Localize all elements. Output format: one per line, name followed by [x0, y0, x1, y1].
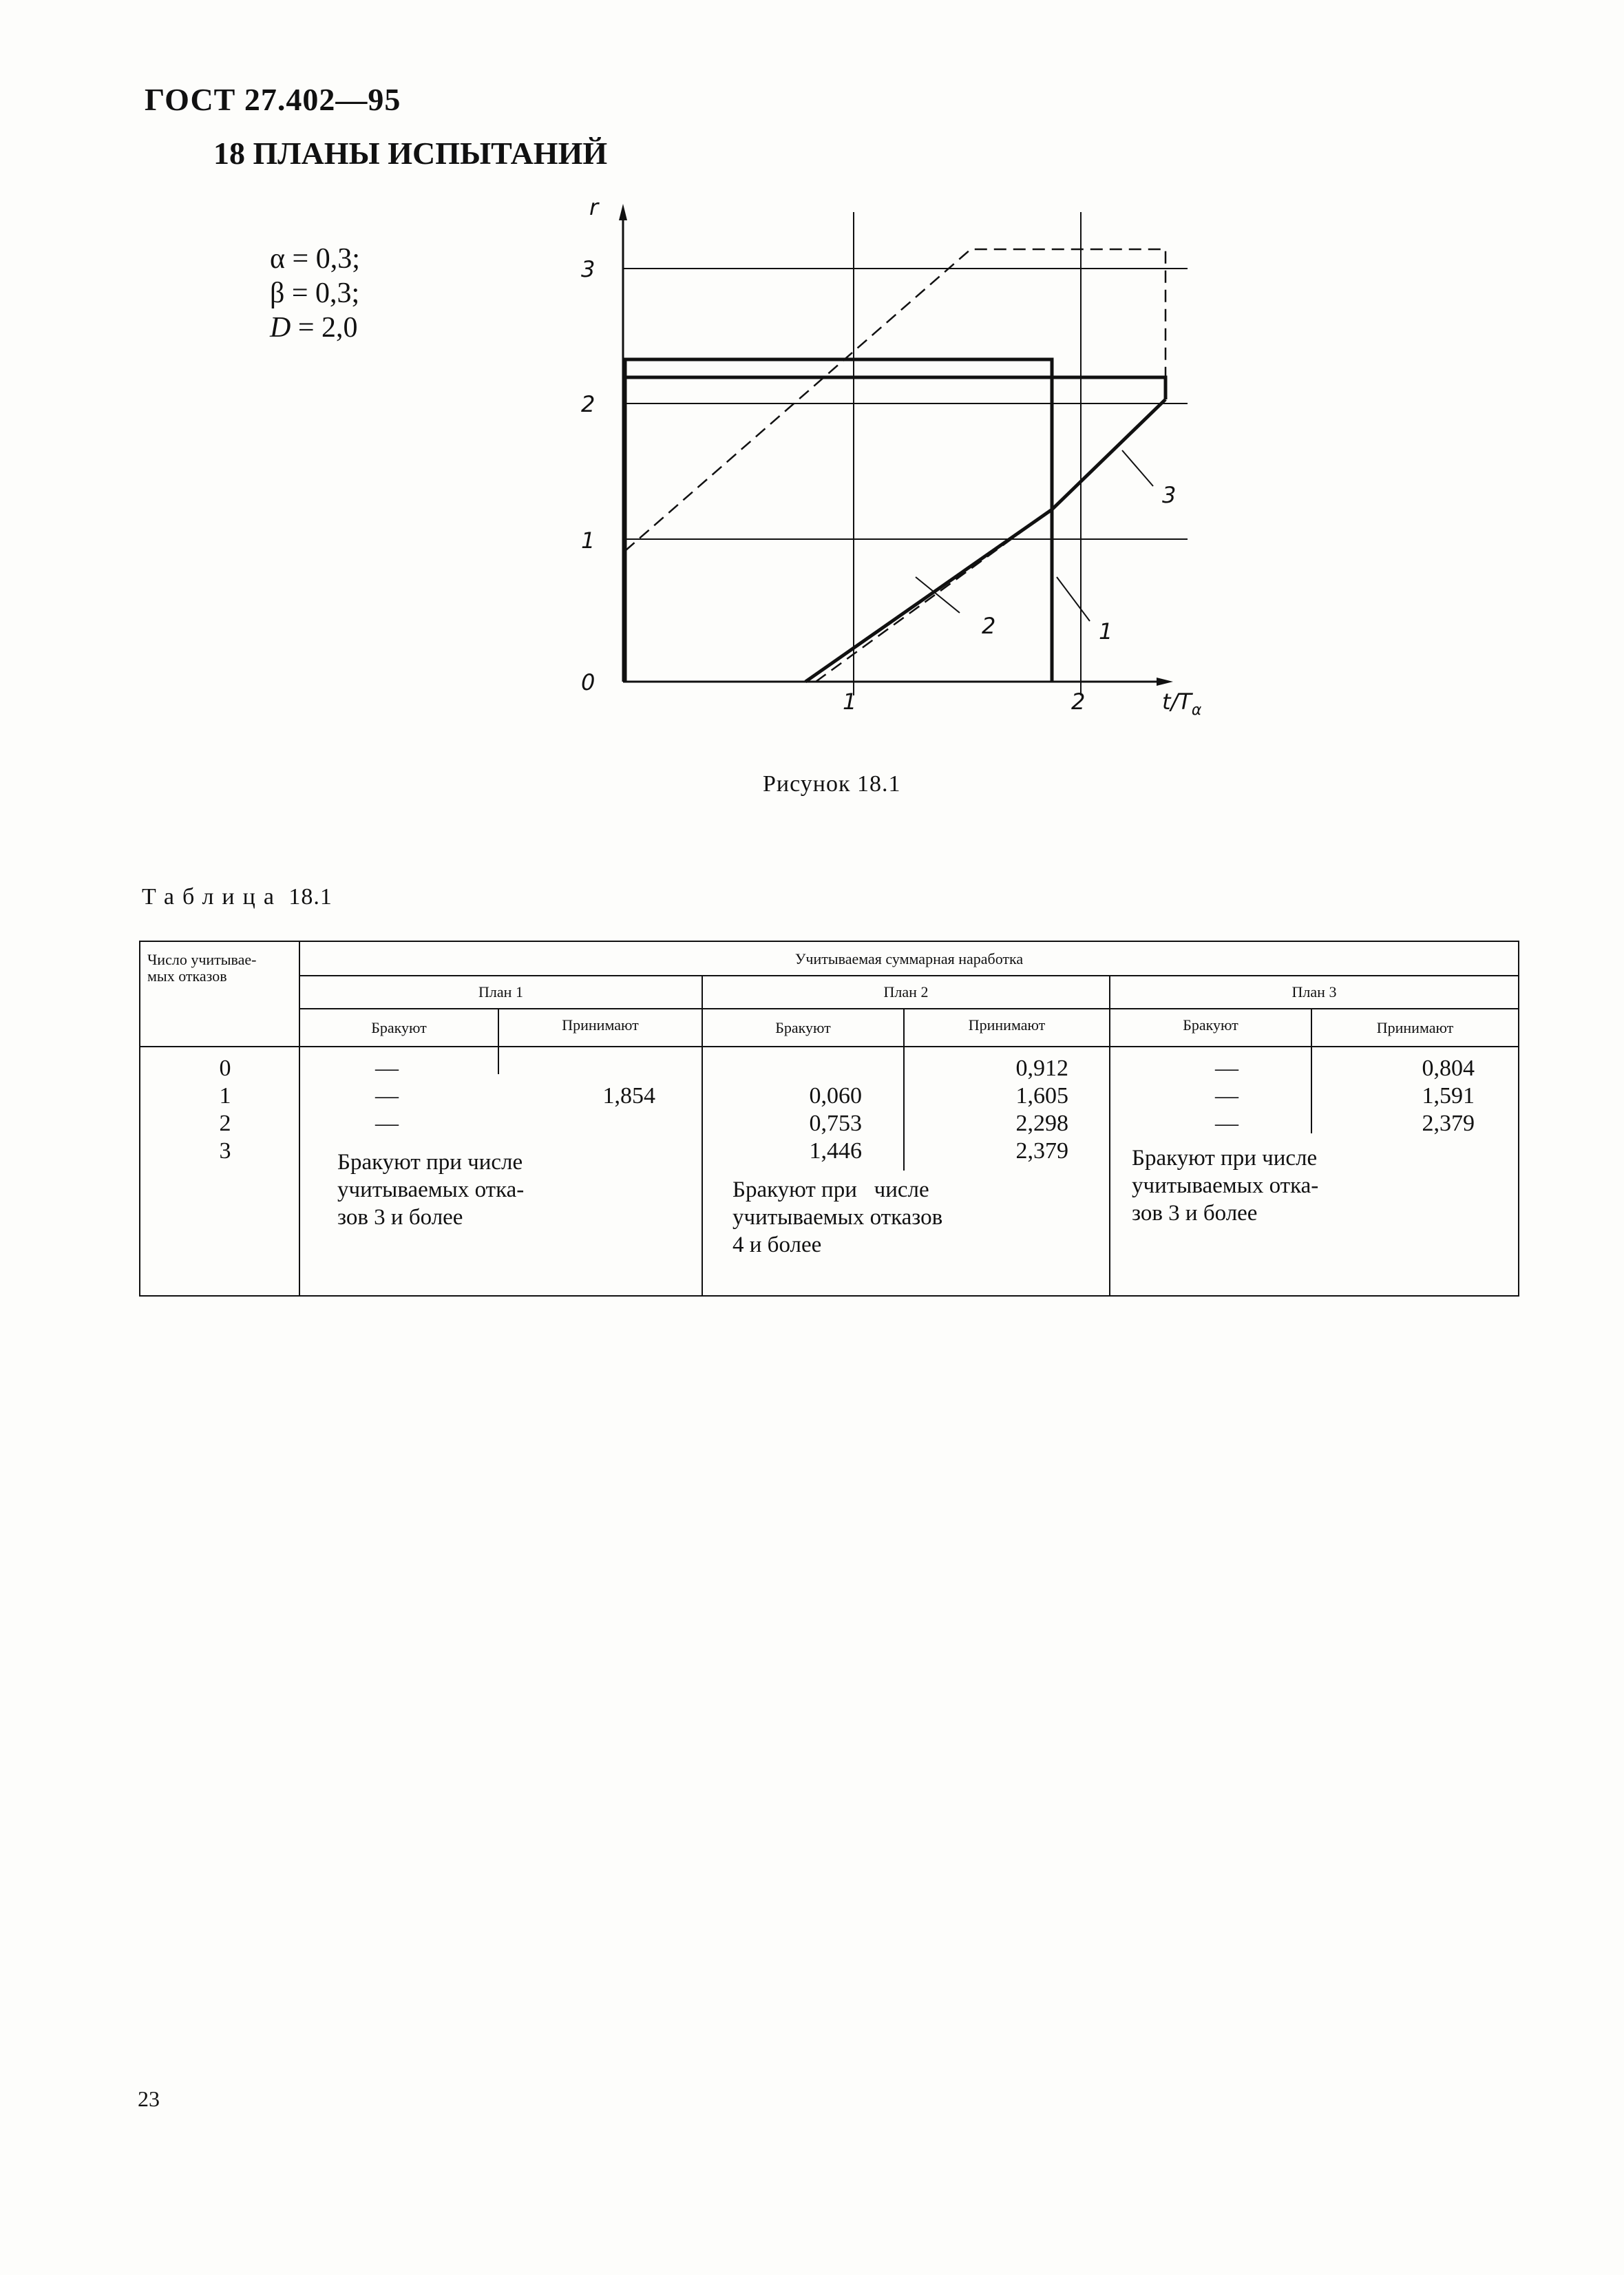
- failures-3: 3: [219, 1138, 231, 1164]
- plan3-accept-1: 1,591: [1422, 1083, 1475, 1109]
- plan1-note: Бракуют при числе учитываемых отка- зов 3 и более: [337, 1150, 525, 1230]
- header-failures: Число учитывае- мых отказов: [147, 951, 257, 985]
- plan3-note: Бракуют при числе учитываемых отка- зов 3 и более: [1132, 1146, 1319, 1226]
- plan3-accept-0: 0,804: [1422, 1056, 1475, 1081]
- plan2-reject-2: 0,753: [809, 1111, 862, 1136]
- plan2-accept-3: 2,379: [1015, 1138, 1068, 1164]
- header-plan-1-reject: Бракуют: [371, 1019, 427, 1036]
- label-1-leader: [1057, 577, 1090, 621]
- plan2-reject-3: 1,446: [809, 1138, 862, 1164]
- param-alpha: α = 0,3;: [270, 243, 360, 275]
- plan2-reject-1: 0,060: [809, 1083, 862, 1109]
- plan1-reject-1: —: [375, 1083, 399, 1109]
- plan3-reject-0: —: [1215, 1056, 1238, 1081]
- curve-3-boundary: [625, 377, 1166, 399]
- failures-0: 0: [219, 1056, 231, 1081]
- y-tick-1: 1: [581, 527, 595, 554]
- plan1-reject-0: —: [375, 1056, 399, 1081]
- header-plan-1-accept: Принимают: [562, 1016, 639, 1034]
- section-title: 18 ПЛАНЫ ИСПЫТАНИЙ: [213, 136, 608, 171]
- y-tick-3: 3: [581, 256, 595, 282]
- plan3-reject-1: —: [1215, 1083, 1238, 1109]
- table-caption: [142, 884, 333, 910]
- header-total-operating-time: Учитываемая суммарная наработка: [794, 950, 1024, 967]
- header-plan-3-accept: Принимают: [1376, 1019, 1454, 1036]
- curve-label-1: 1: [1099, 618, 1113, 644]
- y-tick-0: 0: [581, 669, 595, 695]
- curve-3-reject-line: [1052, 399, 1166, 510]
- curve-1-reject-line: [805, 510, 1052, 682]
- header-plan-3: План 3: [1291, 983, 1337, 1000]
- document-code: ГОСТ 27.402—95: [145, 82, 401, 117]
- header-plan-2-reject: Бракуют: [775, 1019, 831, 1036]
- plan3-accept-2: 2,379: [1422, 1111, 1475, 1136]
- figure-caption: Рисунок 18.1: [763, 771, 901, 797]
- plan1-reject-2: —: [375, 1111, 399, 1136]
- param-d: [270, 311, 358, 344]
- y-tick-2: 2: [581, 391, 595, 417]
- table-18-1: [139, 941, 1519, 1297]
- param-d-value: = 2,0: [291, 312, 358, 344]
- label-3-leader: [1122, 450, 1153, 486]
- plan1-accept-1: 1,854: [602, 1083, 655, 1109]
- header-plan-1: План 1: [478, 983, 523, 1000]
- table-caption-word: Таблица: [142, 884, 282, 910]
- y-axis-label: r: [589, 200, 599, 220]
- page-number: 23: [138, 2086, 160, 2111]
- header-plan-2: План 2: [883, 983, 929, 1000]
- plan2-accept-1: 1,605: [1015, 1083, 1068, 1109]
- failures-2: 2: [219, 1111, 231, 1136]
- x-tick-2: 2: [1071, 689, 1086, 715]
- x-axis-arrow: [1157, 678, 1173, 686]
- curve-label-3: 3: [1162, 482, 1177, 508]
- header-plan-3-reject: Бракуют: [1183, 1016, 1238, 1034]
- param-d-label: D: [270, 312, 291, 344]
- failures-1: 1: [219, 1083, 231, 1109]
- y-axis-arrow: [619, 204, 627, 220]
- label-2-leader: [916, 577, 960, 613]
- param-beta: β = 0,3;: [270, 277, 360, 309]
- plan2-accept-0: 0,912: [1015, 1056, 1068, 1081]
- plan3-reject-2: —: [1215, 1111, 1238, 1136]
- curve-label-2: 2: [982, 613, 996, 639]
- table-caption-number: 18.1: [288, 884, 333, 910]
- plan2-accept-2: 2,298: [1015, 1111, 1068, 1136]
- curve-2-dashed: [625, 249, 1166, 682]
- x-axis-label: $t/T_\alpha$: [1162, 689, 1202, 719]
- plan2-note: Бракуют при числе учитываемых отказов 4 и более: [732, 1177, 943, 1257]
- figure-18-1: [551, 200, 1239, 737]
- header-plan-2-accept: Принимают: [968, 1016, 1046, 1034]
- x-tick-1: 1: [843, 689, 857, 715]
